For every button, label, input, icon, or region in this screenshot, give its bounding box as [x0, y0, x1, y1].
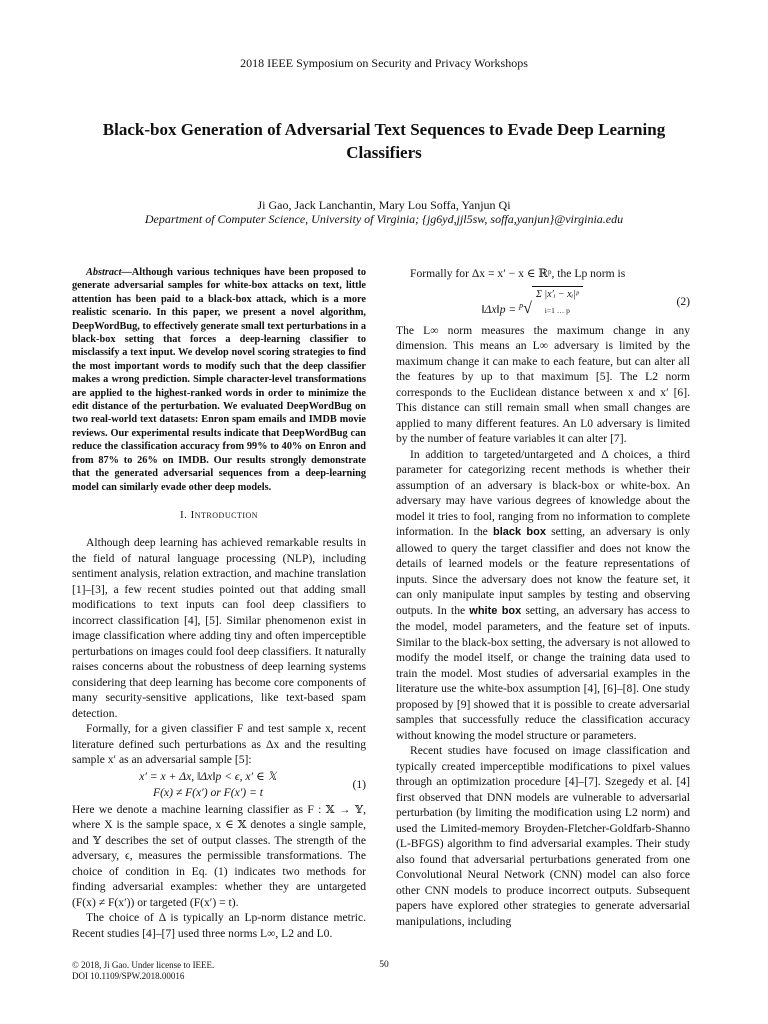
equation-2: ‖Δx‖p = $^p$√Σ |x′ᵢ − xᵢ|ᵖ i=1 … p (2): [396, 286, 690, 319]
norm-paragraph: The L∞ norm measures the maximum change in any dimension. This means an L∞ adversary is limited by the maximum change it can make to each feature, but can alter all the features by up to that maximum [5]. The L2 norm corresponds to the Euclidean distance between x and x′ [6]. This distance can still remain small when small changes are applied to many different features. An L0 adversary is limited by the number of feature variables it can alter [7].: [396, 323, 690, 445]
equation-2-number: (2): [676, 295, 690, 309]
intro-paragraph-2: Formally, for a given classifier F and test sample x, recent literature defined such perturbations as Δx and the resulting sample x′ as an adversarial sample [5]:: [72, 722, 366, 767]
venue-header: 2018 IEEE Symposium on Security and Privacy Workshops: [240, 56, 528, 70]
equation-1-number: (1): [352, 778, 366, 792]
abstract-text: —Although various techniques have been proposed to generate adversarial samples for white-box attacks on text, little attention has been paid to a black-box attack, which is a more realistic scenario. In this paper, we present a novel algorithm, DeepWordBug, to effectively generate small text perturbations in a black-box setting that forces a deep-learning classifier to misclassify a text input. We develop novel scoring strategies to find the most important words to modify such that the deep classifier makes a wrong prediction. Simple character-level transformations are applied to the highest-ranked words in order to minimize the edit distance of the perturbation. We evaluated DeepWordBug on two real-world text datasets: Enron spam emails and IMDB movie reviews. Our experimental results indicate that DeepWordBug can reduce the classification accuracy from 99% to 40% on Enron and from 87% to 26% on IMDB. Our results strongly demonstrate that the generated adversarial sequences from a deep-learning model can similarly evade other deep models.: [72, 267, 366, 493]
equation-1: [72, 769, 366, 801]
abstract-label: Abstract: [86, 267, 122, 278]
equation-1-line-2: F(x) ≠ F(x′) or F(x′) = t: [152, 785, 264, 799]
intro-paragraph-3: Here we denote a machine learning classifier as F : 𝕏 → 𝕐, where X is the sample space, x ∈ 𝕏 denotes a single sample, and 𝕐 describes the set of output classes. The strength of the adversary, ϵ, measures the permissible transformations. The choice of condition in Eq. (1) indicates two methods for finding adversarial examples: whether they are untargeted (F(x) ≠ F(x′)) or targeted (F(x′) = t).: [72, 802, 366, 909]
equation-2-root-index: p: [519, 300, 524, 310]
norm-intro: Formally for Δx = x′ − x ∈ ℝᵖ, the Lp norm is: [410, 267, 626, 280]
section-number: I.: [179, 508, 188, 521]
right-column: [396, 266, 690, 929]
equation-2-lhs: ‖Δx‖p =: [481, 302, 517, 316]
threat-model-text-c: setting, an adversary has access to the model, model parameters, and the feature set of inputs. Similar to the black-box setting, the adversary is not allowed to modify the model itself, or change the training data used to train the model. Most studies of adversarial examples in the literature use the white-box assumption [4], [6]–[8]. One study proposed by [9] showed that it is possible to create adversarial samples that successfully reduce the classification accuracy without knowing the model structure or parameters.: [396, 603, 690, 742]
threat-model-text-b: setting, an adversary is only allowed to query the target classifier and does not know the details of learned models or the feature representations of inputs. Since the adversary does not know the feature set, it can only manipulate input samples by testing and observing outputs. In the: [396, 525, 690, 617]
intro-paragraph-4: The choice of Δ is typically an Lp-norm distance metric. Recent studies [4]–[7] used three norms L∞, L2 and L0.: [72, 911, 366, 940]
related-work-paragraph: Recent studies have focused on image classification and typically created imperceptible modifications to pixel values through an optimization procedure [4]–[7]. Szegedy et al. [4] first observed that DNN models are vulnerable to adversarial perturbation (by limiting the modification using L2 norm) and used the Limited-memory Broyden-Fletcher-Goldfarb-Shanno (L-BFGS) algorithm to find adversarial examples. Their study also found that adversarial perturbations generated from one Convolutional Neural Network (CNN) model can also force other CNN models to produce incorrect outputs. Subsequent papers have explored other strategies to generate adversarial manipulations, including: [396, 744, 690, 928]
affiliation: Department of Computer Science, University of Virginia; {jg6yd,jjl5sw, soffa,yanjun}@virginia.edu: [144, 212, 624, 226]
author-list: Ji Gao, Jack Lanchantin, Mary Lou Soffa, Yanjun Qi: [257, 198, 511, 212]
white-box-term: white box: [469, 604, 522, 617]
black-box-term: black box: [492, 526, 546, 538]
section-title: Introduction: [190, 508, 259, 521]
copyright-line: © 2018, Ji Gao. Under license to IEEE.: [72, 960, 215, 970]
section-heading-introduction: [72, 508, 366, 524]
doi-line: DOI 10.1109/SPW.2018.00016: [72, 971, 185, 981]
intro-paragraph-1: Although deep learning has achieved remarkable results in the field of natural language processing (NLP), including sentiment analysis, relation extraction, and machine translation [1]–[3], a few recent studies pointed out that adding small modifications to text inputs can fool deep classifiers to incorrect classification [4], [5]. Similar phenomenon exist in image classification where adding tiny and often imperceptible perturbations on images could fool deep classifiers. It naturally raises concerns about the robustness of deep learning systems considering that deep learning has become core components of many security-sensitive applications, like text-based spam detection.: [72, 536, 366, 720]
abstract: [72, 266, 366, 494]
threat-model-text-a: In addition to targeted/untargeted and Δ choices, a third parameter for categorizing recent methods is whether their assumption of an adversary is black-box or white-box. An adversary may have various degrees of knowledge about the model it tries to fool, ranging from no information to complete information. In the: [396, 447, 690, 538]
threat-model-paragraph: [396, 447, 690, 744]
equation-1-line-1: x′ = x + Δx, ‖Δx‖p < ϵ, x′ ∈ 𝕏: [139, 769, 277, 783]
equation-2-rhs: Σ |x′ᵢ − xᵢ|ᵖ: [535, 288, 579, 300]
paper-title: Black-box Generation of Adversarial Text Sequences to Evade Deep Learning Classifiers: [102, 120, 666, 162]
equation-2-limits: i=1 … p: [544, 305, 570, 315]
left-column: [72, 266, 366, 941]
page-number: 50: [379, 960, 389, 970]
